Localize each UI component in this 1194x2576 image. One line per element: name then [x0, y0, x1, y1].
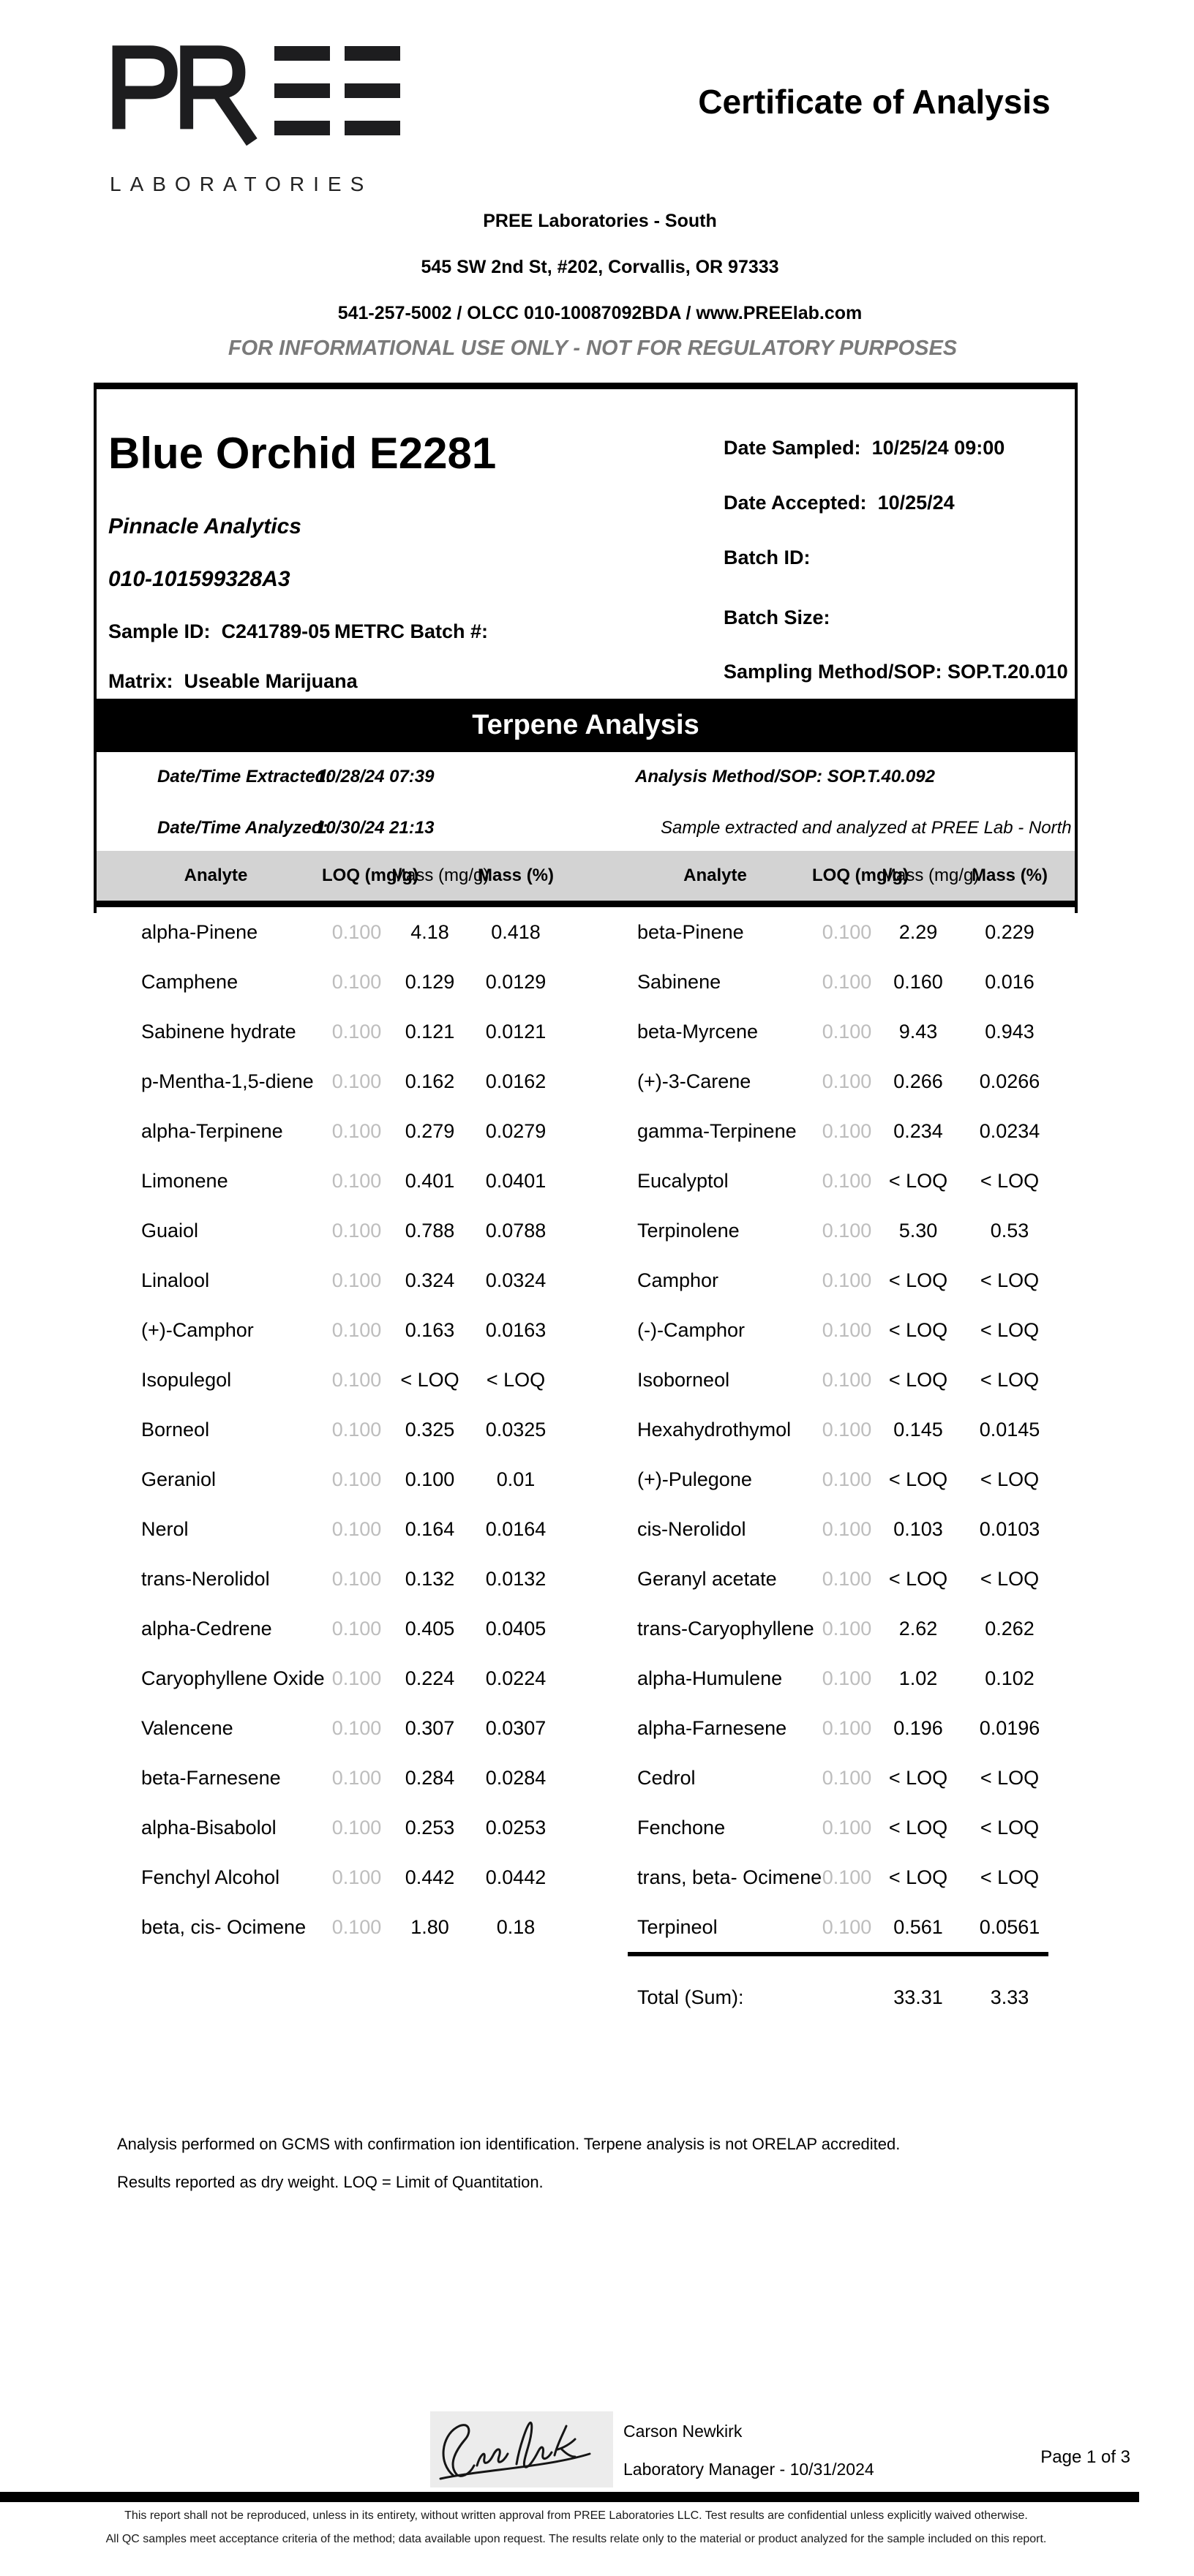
loq-value: 0.100: [331, 1318, 382, 1341]
analysis-method: Analysis Method/SOP: SOP.T.40.092: [635, 767, 935, 786]
analyzed-value: 10/30/24 21:13: [316, 818, 435, 838]
mass-mgg-value: 0.284: [405, 1766, 455, 1789]
mass-pct-value: < LOQ: [486, 1368, 546, 1391]
mass-mgg-value: < LOQ: [888, 1816, 948, 1839]
mass-pct-value: 0.0234: [979, 1119, 1040, 1142]
table-row: [110, 1007, 563, 1056]
table-row: [110, 1653, 563, 1703]
table-row: [618, 1653, 1065, 1703]
batch-size-label: Batch Size:: [724, 607, 830, 628]
table-row: [618, 1206, 1065, 1255]
sample-name: Blue Orchid E2281: [108, 429, 497, 478]
lab-street-address: 545 SW 2nd St, #202, Corvallis, OR 97333: [421, 257, 779, 277]
analyte-name: beta-Farnesene: [141, 1766, 281, 1789]
table-row: [618, 1405, 1065, 1454]
mass-mgg-value: 0.100: [405, 1468, 455, 1490]
mass-mgg-value: 0.324: [405, 1269, 455, 1291]
table-row: [618, 1504, 1065, 1554]
signature-image: [430, 2411, 613, 2487]
loq-value: 0.100: [331, 1269, 382, 1291]
signature-icon: [430, 2411, 613, 2487]
mass-mgg-value: 9.43: [898, 1020, 938, 1043]
loq-value: 0.100: [331, 920, 382, 943]
signer-title-date: Laboratory Manager - 10/31/2024: [623, 2460, 874, 2479]
mass-pct-value: 0.0442: [485, 1866, 547, 1888]
mass-mgg-value: 0.224: [405, 1667, 455, 1689]
mass-pct-value: 0.0788: [485, 1219, 547, 1242]
footer-bar: [0, 2492, 1139, 2502]
table-row: [618, 1305, 1065, 1355]
mass-pct-value: < LOQ: [980, 1368, 1040, 1391]
mass-pct-value: 0.0196: [979, 1716, 1040, 1739]
analyte-name: alpha-Terpinene: [141, 1119, 283, 1142]
table-row: [110, 1255, 563, 1305]
terpene-table-right: [618, 907, 1065, 1952]
terpene-section-header: Terpene Analysis: [97, 699, 1075, 752]
mass-mgg-value: 0.401: [405, 1169, 455, 1192]
table-row: [618, 1106, 1065, 1156]
mass-pct-value: 0.0324: [485, 1269, 547, 1291]
mass-mgg-value: 0.196: [893, 1716, 943, 1739]
table-row: [618, 1554, 1065, 1604]
mass-pct-value: < LOQ: [980, 1816, 1040, 1839]
lab-name: PREE Laboratories - South: [483, 211, 717, 231]
loq-value: 0.100: [331, 1617, 382, 1640]
analyte-name: Fenchyl Alcohol: [141, 1866, 280, 1888]
analyte-name: gamma-Terpinene: [637, 1119, 797, 1142]
pree-logo: [110, 40, 373, 196]
mass-mgg-value: 0.164: [405, 1517, 455, 1540]
mass-pct-value: 0.0162: [485, 1070, 547, 1092]
col-analyte: Analyte: [683, 865, 747, 885]
mass-pct-value: 0.0401: [485, 1169, 547, 1192]
col-analyte: Analyte: [184, 865, 248, 885]
analyte-name: Sabinene hydrate: [141, 1020, 296, 1043]
col-mass-mgg: Mass (mg/g): [391, 865, 489, 885]
analyte-name: Camphene: [141, 970, 239, 993]
mass-mgg-value: 0.129: [405, 970, 455, 993]
mass-mgg-value: 0.132: [405, 1567, 455, 1590]
loq-value: 0.100: [822, 1169, 872, 1192]
lab-address-block: [37, 211, 1163, 349]
mass-pct-value: 0.0164: [485, 1517, 547, 1540]
mass-pct-value: 0.0145: [979, 1418, 1040, 1441]
table-row: [618, 1803, 1065, 1852]
footnote-line1: Analysis performed on GCMS with confirmation ion identification. Terpene analysis is not ORELAP accredited.: [117, 2135, 901, 2153]
table-row: [618, 1703, 1065, 1753]
table-row: [110, 1554, 563, 1604]
mass-mgg-value: 0.162: [405, 1070, 455, 1092]
loq-value: 0.100: [331, 1020, 382, 1043]
mass-mgg-value: 0.561: [893, 1915, 943, 1938]
analyte-name: trans-Nerolidol: [141, 1567, 270, 1590]
analyte-name: trans, beta- Ocimene: [637, 1866, 822, 1888]
loq-value: 0.100: [822, 1617, 872, 1640]
table-row: [110, 1852, 563, 1902]
analyte-name: beta-Pinene: [637, 920, 744, 943]
loq-value: 0.100: [331, 1468, 382, 1490]
loq-value: 0.100: [822, 1866, 872, 1888]
mass-mgg-value: 0.145: [893, 1418, 943, 1441]
loq-value: 0.100: [822, 1368, 872, 1391]
mass-pct-value: 0.262: [985, 1617, 1035, 1640]
mass-pct-value: 0.0132: [485, 1567, 547, 1590]
table-row: [618, 1604, 1065, 1653]
table-row: [110, 907, 563, 957]
mass-pct-value: 0.18: [496, 1915, 536, 1938]
mass-mgg-value: 0.325: [405, 1418, 455, 1441]
analyte-name: trans-Caryophyllene: [637, 1617, 814, 1640]
mass-pct-value: 0.0405: [485, 1617, 547, 1640]
loq-value: 0.100: [822, 1070, 872, 1092]
loq-value: 0.100: [822, 1219, 872, 1242]
mass-mgg-value: < LOQ: [888, 1766, 948, 1789]
mass-mgg-value: < LOQ: [888, 1269, 948, 1291]
table-row: [110, 1206, 563, 1255]
extracted-label: Date/Time Extracted:: [157, 767, 332, 786]
extraction-note: Sample extracted and analyzed at PREE Lab - North: [661, 818, 1072, 838]
mass-pct-value: 0.0253: [485, 1816, 547, 1839]
loq-value: 0.100: [822, 1020, 872, 1043]
mass-mgg-value: 0.405: [405, 1617, 455, 1640]
table-row: [110, 1703, 563, 1753]
mass-mgg-value: 0.266: [893, 1070, 943, 1092]
table-row: [110, 1454, 563, 1504]
date-sampled-value: 10/25/24 09:00: [871, 437, 1005, 459]
mass-mgg-value: 0.253: [405, 1816, 455, 1839]
table-row: [110, 1753, 563, 1803]
batch-id-label: Batch ID:: [724, 547, 811, 568]
mass-pct-value: < LOQ: [980, 1866, 1040, 1888]
pree-logo-pr-icon: [110, 40, 260, 154]
col-loq: LOQ (mg/g): [812, 865, 909, 885]
logo-subtitle: LABORATORIES: [110, 173, 373, 195]
mass-mgg-value: < LOQ: [888, 1318, 948, 1341]
mass-mgg-value: < LOQ: [888, 1468, 948, 1490]
analyte-name: alpha-Cedrene: [141, 1617, 272, 1640]
analyte-name: Nerol: [141, 1517, 189, 1540]
analyte-name: Caryophyllene Oxide: [141, 1667, 325, 1689]
col-mass-pct: Mass (%): [971, 865, 1048, 885]
date-sampled-label: Date Sampled:: [724, 437, 861, 459]
loq-value: 0.100: [822, 1667, 872, 1689]
table-row: [618, 1056, 1065, 1106]
table-row: [110, 1902, 563, 1952]
loq-value: 0.100: [331, 1368, 382, 1391]
mass-mgg-value: 0.121: [405, 1020, 455, 1043]
analyte-name: Cedrol: [637, 1766, 696, 1789]
mass-mgg-value: < LOQ: [888, 1169, 948, 1192]
document-title: Certificate of Analysis: [698, 83, 1051, 121]
analyte-name: alpha-Farnesene: [637, 1716, 787, 1739]
loq-value: 0.100: [331, 970, 382, 993]
page-number: Page 1 of 3: [1040, 2447, 1130, 2467]
mass-pct-value: 0.0121: [485, 1020, 547, 1043]
col-mass-mgg: Mass (mg/g): [882, 865, 980, 885]
mass-pct-value: 0.01: [496, 1468, 536, 1490]
lab-contact: 541-257-5002 / OLCC 010-10087092BDA / www.PREElab.com: [337, 303, 863, 323]
mass-pct-value: 0.0103: [979, 1517, 1040, 1540]
mass-mgg-value: 1.02: [898, 1667, 938, 1689]
mass-pct-value: 0.229: [985, 920, 1035, 943]
mass-mgg-value: 4.18: [410, 920, 449, 943]
signer-name: Carson Newkirk: [623, 2422, 743, 2441]
loq-value: 0.100: [331, 1418, 382, 1441]
extracted-value: 10/28/24 07:39: [316, 767, 435, 786]
mass-pct-value: < LOQ: [980, 1318, 1040, 1341]
mass-mgg-value: 0.163: [405, 1318, 455, 1341]
mass-pct-value: < LOQ: [980, 1567, 1040, 1590]
mass-mgg-value: 2.29: [898, 920, 938, 943]
mass-pct-value: 0.53: [990, 1219, 1029, 1242]
loq-value: 0.100: [822, 1716, 872, 1739]
analyte-name: alpha-Bisabolol: [141, 1816, 277, 1839]
analyte-name: Camphor: [637, 1269, 719, 1291]
total-pct-value: 3.33: [990, 1986, 1029, 2008]
sample-id-label: Sample ID:: [108, 620, 211, 642]
loq-value: 0.100: [331, 1866, 382, 1888]
table-row: [110, 1106, 563, 1156]
mass-pct-value: 0.943: [985, 1020, 1035, 1043]
analyte-name: Linalool: [141, 1269, 210, 1291]
mass-pct-value: 0.0129: [485, 970, 547, 993]
analyte-name: Geraniol: [141, 1468, 217, 1490]
analyte-name: (-)-Camphor: [637, 1318, 746, 1341]
matrix-value: Useable Marijuana: [184, 670, 358, 692]
mass-pct-value: < LOQ: [980, 1169, 1040, 1192]
informational-use-banner: FOR INFORMATIONAL USE ONLY - NOT FOR REGULATORY PURPOSES: [228, 337, 958, 360]
analyte-name: alpha-Pinene: [141, 920, 258, 943]
loq-value: 0.100: [822, 1269, 872, 1291]
table-row: [110, 1056, 563, 1106]
mass-mgg-value: 0.307: [405, 1716, 455, 1739]
analyte-name: alpha-Humulene: [637, 1667, 783, 1689]
analyte-name: p-Mentha-1,5-diene: [141, 1070, 314, 1092]
mass-mgg-value: 0.160: [893, 970, 943, 993]
mass-pct-value: 0.0325: [485, 1418, 547, 1441]
table-row: [110, 1504, 563, 1554]
table-row: [618, 1255, 1065, 1305]
total-row: [618, 1972, 1065, 2022]
mass-pct-value: < LOQ: [980, 1468, 1040, 1490]
analyte-name: Sabinene: [637, 970, 721, 993]
loq-value: 0.100: [331, 1219, 382, 1242]
date-sampled-row: [724, 437, 1005, 459]
table-row: [618, 957, 1065, 1007]
table-row: [110, 1405, 563, 1454]
table-row: [110, 957, 563, 1007]
table-row: [618, 1454, 1065, 1504]
mass-pct-value: 0.102: [985, 1667, 1035, 1689]
matrix-row: [108, 670, 358, 693]
analyte-name: beta-Myrcene: [637, 1020, 759, 1043]
loq-value: 0.100: [822, 1318, 872, 1341]
matrix-label: Matrix:: [108, 670, 173, 692]
pree-logo-e2-icon: [345, 46, 400, 135]
mass-pct-value: 0.0224: [485, 1667, 547, 1689]
loq-value: 0.100: [822, 1816, 872, 1839]
analyte-name: Guaiol: [141, 1219, 199, 1242]
sampling-method-value: SOP.T.20.010: [947, 661, 1068, 683]
analyte-name: Terpinolene: [637, 1219, 740, 1242]
total-label: Total (Sum):: [637, 1986, 744, 2008]
total-mass-value: 33.31: [893, 1986, 943, 2008]
date-accepted-label: Date Accepted:: [724, 492, 867, 514]
loq-value: 0.100: [331, 1070, 382, 1092]
analyte-name: Valencene: [141, 1716, 233, 1739]
loq-value: 0.100: [331, 1119, 382, 1142]
loq-value: 0.100: [822, 1418, 872, 1441]
footnote-line2: Results reported as dry weight. LOQ = Limit of Quantitation.: [117, 2173, 544, 2191]
mass-mgg-value: 0.103: [893, 1517, 943, 1540]
pree-logo-e1-icon: [274, 46, 330, 135]
table-row: [618, 1156, 1065, 1206]
sample-id-value: C241789-05: [221, 620, 331, 642]
table-row: [618, 1852, 1065, 1902]
license-number: 010-101599328A3: [108, 567, 290, 591]
analyte-name: (+)-Pulegone: [637, 1468, 752, 1490]
loq-value: 0.100: [822, 1517, 872, 1540]
table-row: [618, 907, 1065, 957]
table-row: [618, 1007, 1065, 1056]
mass-mgg-value: < LOQ: [888, 1368, 948, 1391]
mass-mgg-value: 1.80: [410, 1915, 449, 1938]
mass-mgg-value: 0.788: [405, 1219, 455, 1242]
mass-mgg-value: 5.30: [898, 1219, 938, 1242]
terpene-table-left: [110, 907, 563, 1952]
loq-value: 0.100: [822, 1766, 872, 1789]
analyte-name: Hexahydrothymol: [637, 1418, 792, 1441]
total-divider: [628, 1952, 1048, 1956]
loq-value: 0.100: [822, 1915, 872, 1938]
analyte-name: Geranyl acetate: [637, 1567, 777, 1590]
mass-pct-value: 0.0284: [485, 1766, 547, 1789]
loq-value: 0.100: [822, 1468, 872, 1490]
loq-value: 0.100: [331, 1567, 382, 1590]
mass-pct-value: 0.0163: [485, 1318, 547, 1341]
analyzed-label: Date/Time Analyzed:: [157, 818, 328, 838]
mass-mgg-value: 0.442: [405, 1866, 455, 1888]
analyte-name: Fenchone: [637, 1816, 726, 1839]
mass-pct-value: 0.0307: [485, 1716, 547, 1739]
metrc-batch-label: METRC Batch #:: [334, 620, 489, 642]
mass-pct-value: 0.0279: [485, 1119, 547, 1142]
table-row: [618, 1753, 1065, 1803]
loq-value: 0.100: [822, 920, 872, 943]
analyte-name: beta, cis- Ocimene: [141, 1915, 307, 1938]
header-divider: [94, 901, 1078, 907]
analyte-name: cis-Nerolidol: [637, 1517, 746, 1540]
mass-pct-value: 0.016: [985, 970, 1035, 993]
loq-value: 0.100: [331, 1169, 382, 1192]
col-mass-pct: Mass (%): [477, 865, 555, 885]
table-header-left: [110, 851, 563, 901]
mass-mgg-value: < LOQ: [400, 1368, 459, 1391]
analyte-name: Limonene: [141, 1169, 228, 1192]
loq-value: 0.100: [331, 1915, 382, 1938]
analyte-name: Isopulegol: [141, 1368, 232, 1391]
loq-value: 0.100: [331, 1667, 382, 1689]
analyte-name: Terpineol: [637, 1915, 718, 1938]
sampling-method-row: [724, 661, 1068, 683]
mass-mgg-value: < LOQ: [888, 1567, 948, 1590]
table-row: [618, 1355, 1065, 1405]
disclaimer-line1: This report shall not be reproduced, unless in its entirety, without written approval from PREE Laboratories LLC. Test results are confidential unless explicitly waived otherwise.: [124, 2509, 1028, 2522]
loq-value: 0.100: [331, 1816, 382, 1839]
analyte-name: Isoborneol: [637, 1368, 730, 1391]
mass-pct-value: 0.0266: [979, 1070, 1040, 1092]
analyte-name: Eucalyptol: [637, 1169, 729, 1192]
disclaimer-line2: All QC samples meet acceptance criteria of the method; data available upon request. The results relate only to the material or product analyzed for the sample included on this report.: [105, 2533, 1047, 2545]
mass-mgg-value: 0.279: [405, 1119, 455, 1142]
sampling-method-label: Sampling Method/SOP:: [724, 661, 942, 683]
col-loq: LOQ (mg/g): [322, 865, 418, 885]
loq-value: 0.100: [822, 1567, 872, 1590]
mass-mgg-value: 2.62: [898, 1617, 938, 1640]
mass-pct-value: < LOQ: [980, 1269, 1040, 1291]
mass-pct-value: 0.0561: [979, 1915, 1040, 1938]
loq-value: 0.100: [822, 970, 872, 993]
table-row: [618, 1902, 1065, 1952]
loq-value: 0.100: [331, 1766, 382, 1789]
analyte-name: Borneol: [141, 1418, 210, 1441]
analyte-name: (+)-3-Carene: [637, 1070, 751, 1092]
mass-pct-value: 0.418: [491, 920, 541, 943]
loq-value: 0.100: [331, 1517, 382, 1540]
mass-mgg-value: 0.234: [893, 1119, 943, 1142]
table-row: [110, 1355, 563, 1405]
loq-value: 0.100: [331, 1716, 382, 1739]
client-name: Pinnacle Analytics: [108, 514, 301, 538]
loq-value: 0.100: [822, 1119, 872, 1142]
table-row: [110, 1803, 563, 1852]
table-row: [110, 1604, 563, 1653]
sample-id-row: [108, 620, 330, 643]
mass-pct-value: < LOQ: [980, 1766, 1040, 1789]
analyte-name: (+)-Camphor: [141, 1318, 254, 1341]
mass-mgg-value: < LOQ: [888, 1866, 948, 1888]
date-accepted-value: 10/25/24: [877, 492, 955, 514]
table-header-right: [618, 851, 1065, 901]
date-accepted-row: [724, 492, 955, 514]
table-row: [110, 1305, 563, 1355]
table-row: [110, 1156, 563, 1206]
